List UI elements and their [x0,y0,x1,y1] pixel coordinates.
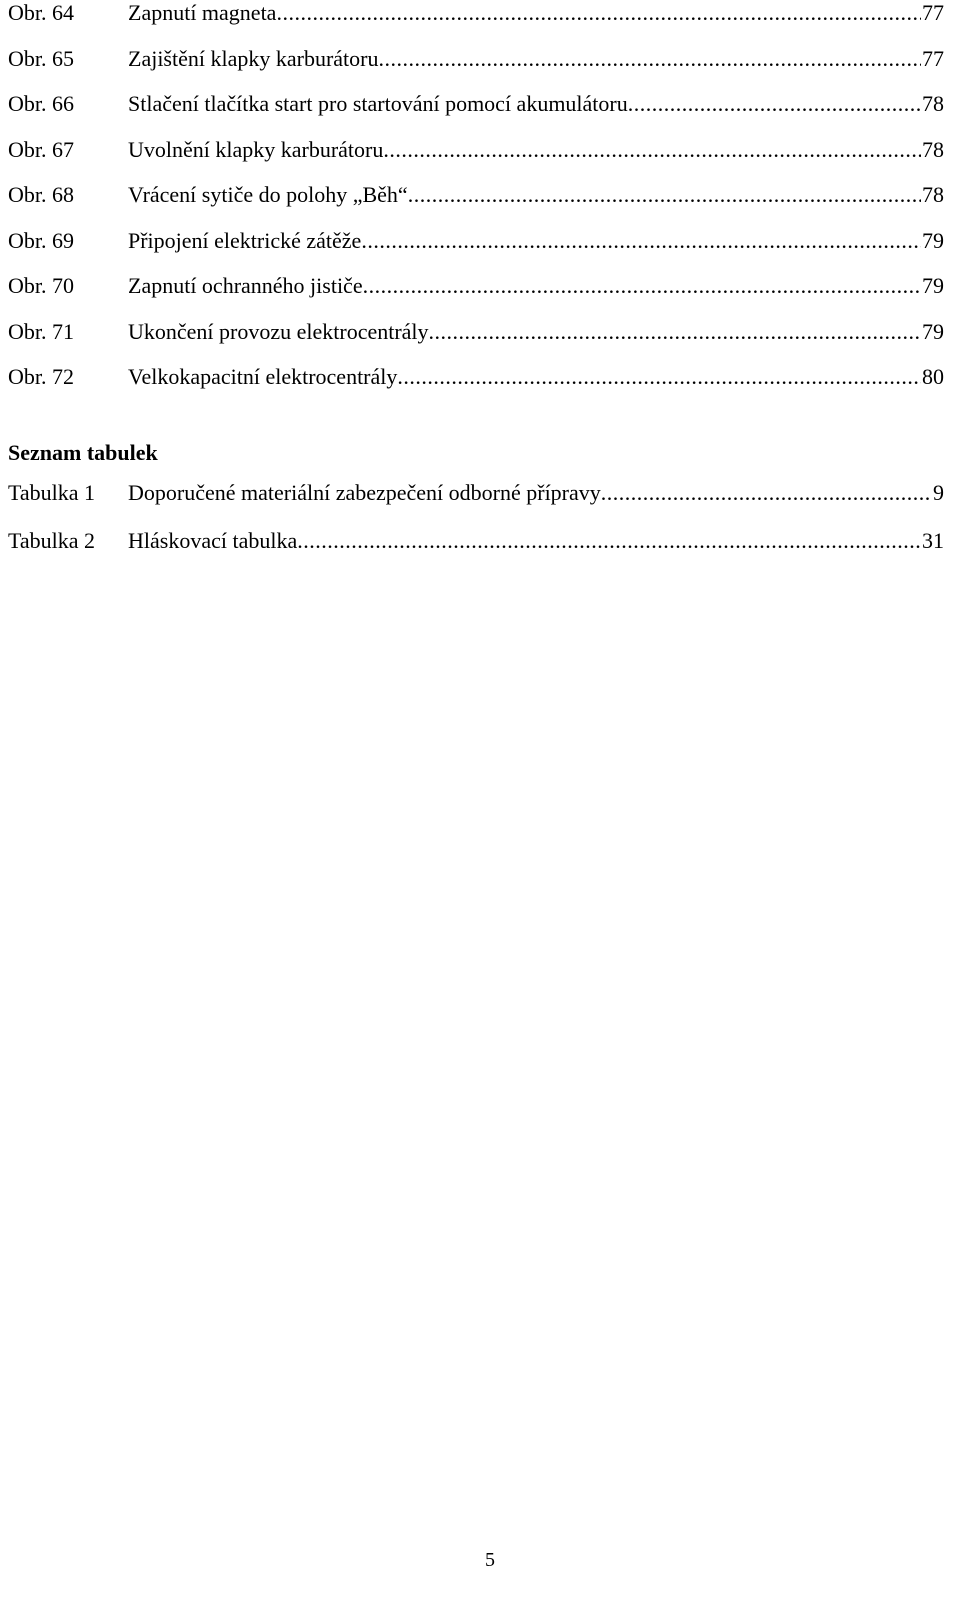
figure-page: 78 [922,91,944,116]
dot-leader [378,46,921,72]
dot-leader [408,182,921,208]
figure-page: 78 [922,136,944,162]
figure-title: Velkokapacitní elektrocentrály [128,364,398,389]
table-title: Doporučené materiální zabezpečení odborné přípravy [128,480,601,505]
figure-title: Vrácení sytiče do polohy „Běh“ [128,182,408,207]
dot-leader [628,91,921,117]
figure-label: Obr. 67 [8,136,74,162]
figure-entry-64[interactable] [8,0,944,46]
figure-entry-body [128,46,944,72]
figure-list [8,0,944,410]
figure-page: 79 [922,273,944,298]
figure-label: Obr. 66 [8,91,74,116]
figure-entry-68[interactable] [8,182,944,228]
figure-title: Zajištění klapky karburátoru [128,45,379,71]
table-title: Hláskovací tabulka [128,528,298,553]
figure-title: Ukončení provozu elektrocentrály [128,318,429,344]
dot-leader [397,364,921,390]
dot-leader [297,528,921,554]
table-entry-body [128,480,944,506]
figure-entry-body [128,91,944,117]
figure-title: Stlačení tlačítka start pro startování pomocí akumulátoru [128,91,628,116]
figure-title: Zapnutí ochranného jističe [128,273,363,298]
table-page: 31 [922,528,944,553]
figure-entry-66[interactable] [8,91,944,137]
table-label: Tabulka 2 [8,528,96,553]
figure-title: Připojení elektrické zátěže [128,227,362,253]
figure-entry-body [128,0,944,26]
figure-label: Obr. 71 [8,318,74,344]
figure-label: Obr. 72 [8,364,74,389]
figure-label: Obr. 70 [8,273,74,298]
dot-leader [363,273,921,299]
figure-entry-body [128,137,944,163]
figure-page: 80 [922,364,944,389]
table-label: Tabulka 1 [8,480,96,505]
dot-leader [383,137,921,163]
figure-page: 79 [922,227,944,253]
figure-entry-67[interactable] [8,137,944,183]
figure-entry-72[interactable] [8,364,944,410]
table-list [8,480,944,576]
figure-entry-body [128,182,944,208]
figure-label: Obr. 68 [8,182,74,207]
dot-leader [429,319,921,345]
figure-title: Uvolnění klapky karburátoru [128,136,384,162]
figure-entry-70[interactable] [8,273,944,319]
table-entry-1[interactable] [8,480,944,528]
figure-entry-69[interactable] [8,228,944,274]
figure-entry-body [128,273,944,299]
figure-label: Obr. 69 [8,227,74,253]
figure-page: 79 [922,318,944,344]
dot-leader [361,228,921,254]
dot-leader [276,0,921,26]
dot-leader [601,480,932,506]
figure-entry-65[interactable] [8,46,944,92]
figure-entry-71[interactable] [8,319,944,365]
figure-page: 77 [922,45,944,71]
figure-page: 78 [922,182,944,207]
page-number: 5 [485,1549,495,1571]
figure-entry-body [128,319,944,345]
figure-label: Obr. 64 [8,0,74,25]
figure-entry-body [128,364,944,390]
table-entry-body [128,528,944,554]
figure-label: Obr. 65 [8,45,74,71]
table-entry-2[interactable] [8,528,944,576]
figure-entry-body [128,228,944,254]
tables-section-heading: Seznam tabulek [8,440,158,465]
table-page: 9 [933,480,944,505]
figure-title: Zapnutí magneta [128,0,277,25]
figure-page: 77 [922,0,944,25]
